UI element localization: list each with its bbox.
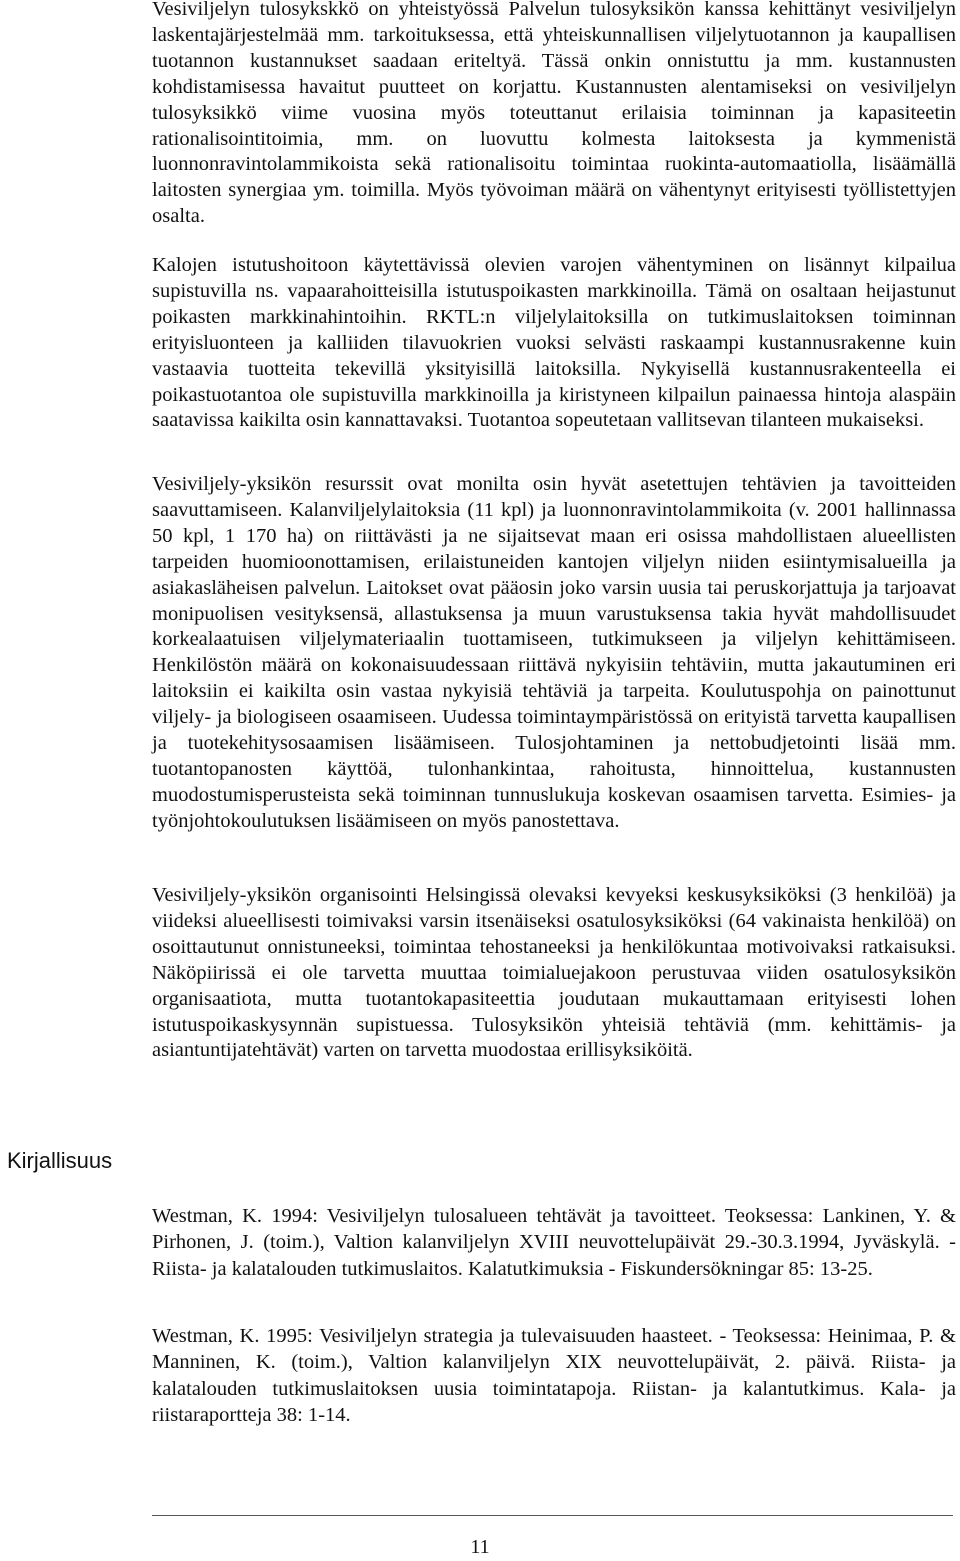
body-paragraph-3: Vesiviljely-yksikön resurssit ovat monilta osin hyvät asetettujen tehtävien ja tavoitteiden saavuttamiseen. Kalanviljelylaitoksia (11 kpl) ja luonnonravintolammikoita (v. 2001 hallinnassa 50 kpl, 1 170 ha) on riittävästi ja ne sijaitsevat maan eri osissa mahdollistaen alueellisten tarpeiden huomioonottamisen, erilaistuneiden kantojen viljelyn niiden esiintymisalueilla ja asiakasläheisen palvelun. Laitokset ovat pääosin joko varsin uusia tai peruskorjattuja ja tarjoavat monipuolisen vesityksensä, allastuksensa ja muun varustuksensa takia hyvät mahdollisuudet korkealaatuisen viljelymateriaalin tuottamiseen, tutkimukseen ja viljelyn kehittämiseen. Henkilöstön määrä on kokonaisuudessaan riittävä nykyisiin tehtäviin, mutta jakautuminen eri laitoksiin ei kaikilta osin vastaa nykyisiä tehtäviä ja tarpeita. Koulutuspohja on painottunut viljely- ja biologiseen osaamiseen. Uudessa toimintaympäristössä on erityistä tarvetta kaupallisen ja tuotekehitysosaamisen lisäämiseen. Tulosjohtaminen ja nettobudjetointi lisää mm. tuotantopanosten käyttöä, tulonhankintaa, rahoitusta, hinnoittelua, kustannusten muodostumisperusteista sekä toiminnan tunnuslukuja koskevan osaamisen tarvetta. Esimies- ja työnjohtokoulutuksen lisäämiseen on myös panostettava. [152, 473, 956, 832]
reference-item-1: Westman, K. 1994: Vesiviljelyn tulosalueen tehtävät ja tavoitteet. Teoksessa: Lankinen, Y. & Pirhonen, J. (toim.), Valtion kalanviljelyn XVIII neuvottelupäivät 29.-30.3.1994, Jyväskylä. - Riista- ja kalatalouden tutkimuslaitos. Kalatutkimuksia - Fiskundersökningar 85: 13-25. [152, 1205, 956, 1280]
body-paragraph-1: Vesiviljelyn tulosykskkö on yhteistyössä Palvelun tulosyksikön kanssa kehittänyt vesiviljelyn laskentajärjestelmää mm. tarkoituksessa, että yhteiskunnallisen viljelytuotannon ja kaupallisen tuotannon kustannukset saadaan eriteltyä. Tässä onkin onnistuttu ja mm. kustannusten kohdistamisessa havaitut puutteet on korjattu. Kustannusten alentamiseksi on vesiviljelyn tulosyksikkö viime vuosina myös toteuttanut erilaisia toiminnan ja kapasiteetin rationalisointitoimia, mm. on luovuttu kolmesta laitoksesta ja kymmenistä luonnonravintolammikoista sekä rationalisoitu toimintaa ruokinta-automaatiolla, lisäämällä laitosten synergiaa ym. toimilla. Myös työvoiman määrä on vähentynyt erityisesti työllistettyjen osalta. [152, 0, 956, 228]
reference-item-2: Westman, K. 1995: Vesiviljelyn strategia ja tulevaisuuden haasteet. - Teoksessa: Heinimaa, P. & Manninen, K. (toim.), Valtion kalanviljelyn XIX neuvottelupäivät, 2. päivä. Riista- ja kalatalouden tutkimuslaitoksen uusia toimintatapoja. Riistan- ja kalantutkimus. Kala- ja riistaraportteja 38: 1-14. [152, 1325, 956, 1427]
page-number: 11 [470, 1536, 490, 1558]
body-paragraph-2: Kalojen istutushoitoon käytettävissä olevien varojen vähentyminen on lisännyt kilpailua supistuvilla ns. vapaarahoitteisilla istutuspoikasten markkinoilla. Tämä on osaltaan heijastunut poikasten markkinahintoihin. RKTL:n viljelylaitoksilla on tutkimuslaitoksen toiminnan erityisluonteen ja kalliiden tilavuokrien vuoksi selvästi raskaampi kustannusrakenne kuin vastaavia tuotteita tekevillä yksityisillä laitoksilla. Nykyisellä kustannusrakenteella ei poikastuotantoa ole supistuvilla markkinoilla ja kiristyneen kilpailun painaessa hintoja alaspäin saatavissa kaikilta osin kannattavaksi. Tuotantoa sopeutetaan vallitsevan tilanteen mukaiseksi. [152, 254, 956, 432]
body-paragraph-4: Vesiviljely-yksikön organisointi Helsingissä olevaksi kevyeksi keskusyksiköksi (3 henkilöä) ja viideksi alueellisesti toimivaksi varsin itsenäiseksi osatulosyksiköksi (64 vakinaista henkilöä) on osoittautunut onnistuneeksi, toimintaa tehostaneeksi ja henkilökuntaa motivoivaksi ratkaisuksi. Näköpiirissä ei ole tarvetta muuttaa toimialuejakoon perustuvaa viiden osatulosyksikön organisaatiota, mutta tuotantokapasiteettia joudutaan mukauttamaan erityisesti lohen istutuspoikaskysynnän supistuessa. Tulosyksikön yhteisiä tehtäviä (mm. kehittämis- ja asiantuntijatehtävät) varten on tarvetta muodostaa erillisyksiköitä. [152, 884, 956, 1062]
footer-divider [152, 1515, 953, 1516]
references-heading: Kirjallisuus [7, 1148, 113, 1173]
